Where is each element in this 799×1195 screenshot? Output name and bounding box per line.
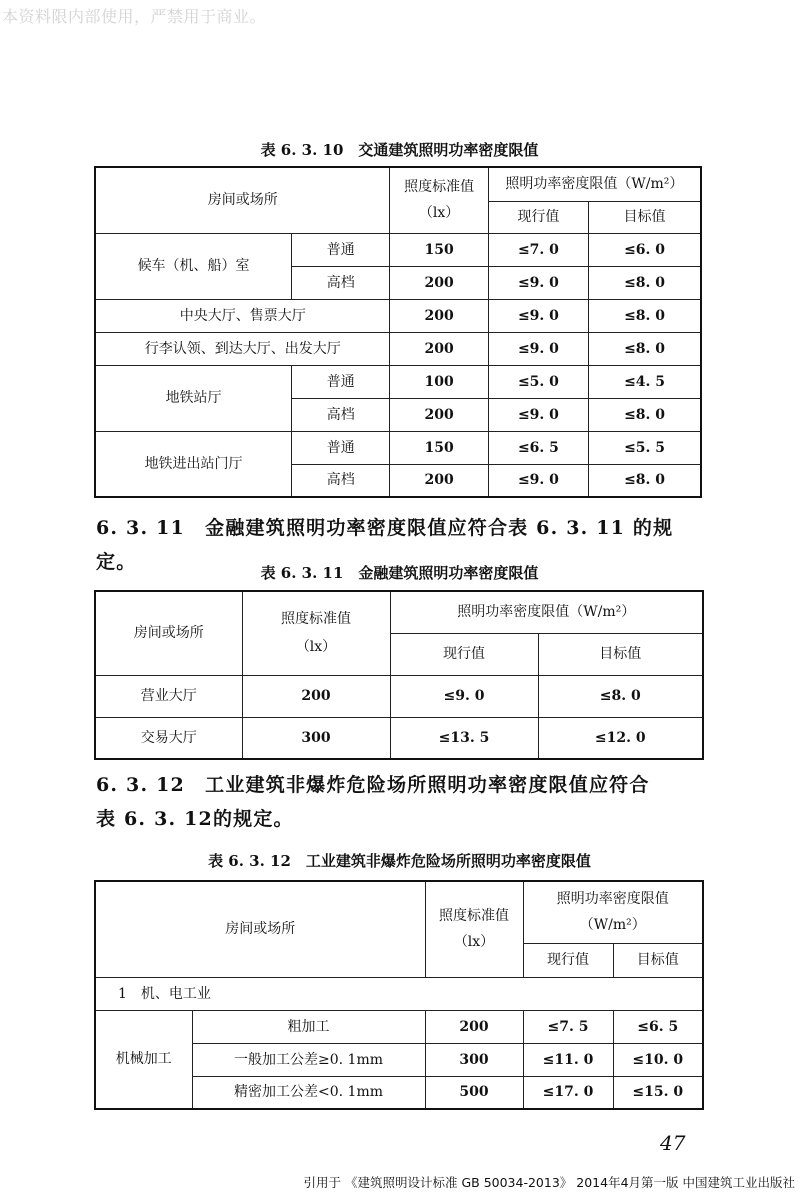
room-cell: 交易大厅 — [95, 717, 242, 759]
header-lux — [425, 881, 523, 977]
room-cell: 行李认领、到达大厅、出发大厅 — [95, 332, 390, 365]
header-lux-line1: 照度标准值 — [281, 611, 351, 628]
table-caption-6-3-10: 表 6. 3. 10 交通建筑照明功率密度限值 — [260, 141, 539, 159]
lux-cell: 150 — [390, 431, 488, 464]
table-6-3-10 — [94, 166, 702, 498]
sub-cell: 高档 — [292, 266, 390, 299]
current-cell: ≤7. 0 — [488, 233, 588, 266]
table-caption-6-3-12: 表 6. 3. 12 工业建筑非爆炸危险场所照明功率密度限值 — [208, 852, 591, 870]
target-cell: ≤10. 0 — [613, 1043, 703, 1076]
room-cell: 候车（机、船）室 — [95, 233, 292, 299]
header-current: 现行值 — [390, 633, 538, 675]
table-row — [95, 431, 701, 464]
header-lpd — [523, 881, 703, 943]
sub-cell: 普通 — [292, 431, 390, 464]
header-room: 房间或场所 — [95, 881, 425, 977]
clause-6-3-12-line2: 表 6. 3. 12的规定。 — [96, 808, 294, 830]
target-cell: ≤15. 0 — [613, 1076, 703, 1109]
current-cell: ≤9. 0 — [488, 299, 588, 332]
lux-cell: 200 — [390, 266, 488, 299]
header-lpd-line1: 照明功率密度限值 — [556, 891, 669, 908]
target-cell: ≤8. 0 — [589, 266, 701, 299]
section-cell: 1 机、电工业 — [95, 977, 703, 1010]
header-target: 目标值 — [589, 201, 701, 233]
header-lpd-line2: （W/m²） — [579, 917, 646, 934]
header-target: 目标值 — [613, 943, 703, 977]
current-cell: ≤9. 0 — [390, 675, 538, 717]
lux-cell: 500 — [425, 1076, 523, 1109]
lux-cell: 200 — [242, 675, 390, 717]
room-cell: 营业大厅 — [95, 675, 242, 717]
table-row — [95, 717, 703, 759]
current-cell: ≤9. 0 — [488, 398, 588, 431]
target-cell: ≤4. 5 — [589, 365, 701, 398]
header-lux — [390, 167, 488, 233]
current-cell: ≤7. 5 — [523, 1010, 613, 1043]
sub-cell: 高档 — [292, 398, 390, 431]
group-cell: 机械加工 — [95, 1010, 192, 1109]
lux-cell: 150 — [390, 233, 488, 266]
current-cell: ≤9. 0 — [488, 266, 588, 299]
table-row — [95, 233, 701, 266]
target-cell: ≤8. 0 — [589, 299, 701, 332]
room-cell: 中央大厅、售票大厅 — [95, 299, 390, 332]
target-cell: ≤6. 0 — [589, 233, 701, 266]
header-current: 现行值 — [488, 201, 588, 233]
header-target: 目标值 — [538, 633, 703, 675]
current-cell: ≤11. 0 — [523, 1043, 613, 1076]
table-row — [95, 299, 701, 332]
header-lux-line2: （lx） — [418, 205, 460, 222]
lux-cell: 300 — [425, 1043, 523, 1076]
lux-cell: 200 — [425, 1010, 523, 1043]
header-room: 房间或场所 — [95, 167, 390, 233]
target-cell: ≤8. 0 — [589, 464, 701, 497]
lux-cell: 200 — [390, 398, 488, 431]
lux-cell: 300 — [242, 717, 390, 759]
header-current: 现行值 — [523, 943, 613, 977]
lux-cell: 200 — [390, 464, 488, 497]
header-lpd: 照明功率密度限值（W/m²） — [390, 591, 703, 633]
watermark-text: 本资料限内部使用，严禁用于商业。 — [2, 7, 267, 26]
current-cell: ≤6. 5 — [488, 431, 588, 464]
room-cell: 地铁站厅 — [95, 365, 292, 431]
header-lux — [242, 591, 390, 675]
header-room: 房间或场所 — [95, 591, 242, 675]
table-row — [95, 675, 703, 717]
lux-cell: 200 — [390, 299, 488, 332]
room-cell: 地铁进出站门厅 — [95, 431, 292, 497]
clause-6-3-12-line1: 6. 3. 12 工业建筑非爆炸危险场所照明功率密度限值应符合 — [96, 774, 650, 796]
header-lux-line1: 照度标准值 — [404, 179, 475, 196]
current-cell: ≤9. 0 — [488, 464, 588, 497]
current-cell: ≤5. 0 — [488, 365, 588, 398]
header-lpd: 照明功率密度限值（W/m²） — [488, 167, 701, 201]
table-row — [95, 365, 701, 398]
sub-cell: 粗加工 — [192, 1010, 425, 1043]
header-lux-line2: （lx） — [453, 934, 495, 951]
sub-cell: 精密加工公差<0. 1mm — [192, 1076, 425, 1109]
target-cell: ≤8. 0 — [538, 675, 703, 717]
clause-6-3-11: 6. 3. 11 金融建筑照明功率密度限值应符合表 6. 3. 11 的规定。 — [96, 517, 674, 573]
citation-footer: 引用于 《建筑照明设计标准 GB 50034-2013》 2014年4月第一版 中国建筑工业出版社 — [303, 1175, 795, 1190]
header-lux-line1: 照度标准值 — [439, 908, 509, 925]
target-cell: ≤6. 5 — [613, 1010, 703, 1043]
target-cell: ≤8. 0 — [589, 398, 701, 431]
header-lux-line2: （lx） — [295, 639, 337, 656]
sub-cell: 普通 — [292, 233, 390, 266]
current-cell: ≤13. 5 — [390, 717, 538, 759]
page-number: 47 — [660, 1131, 686, 1155]
table-6-3-12 — [94, 880, 704, 1110]
current-cell: ≤17. 0 — [523, 1076, 613, 1109]
target-cell: ≤8. 0 — [589, 332, 701, 365]
sub-cell: 一般加工公差≥0. 1mm — [192, 1043, 425, 1076]
table-6-3-11 — [94, 590, 704, 760]
table-caption-6-3-11: 表 6. 3. 11 金融建筑照明功率密度限值 — [260, 564, 539, 582]
lux-cell: 100 — [390, 365, 488, 398]
section-row — [95, 977, 703, 1010]
table-row — [95, 1010, 703, 1043]
table-row — [95, 332, 701, 365]
target-cell: ≤5. 5 — [589, 431, 701, 464]
current-cell: ≤9. 0 — [488, 332, 588, 365]
target-cell: ≤12. 0 — [538, 717, 703, 759]
sub-cell: 普通 — [292, 365, 390, 398]
sub-cell: 高档 — [292, 464, 390, 497]
lux-cell: 200 — [390, 332, 488, 365]
